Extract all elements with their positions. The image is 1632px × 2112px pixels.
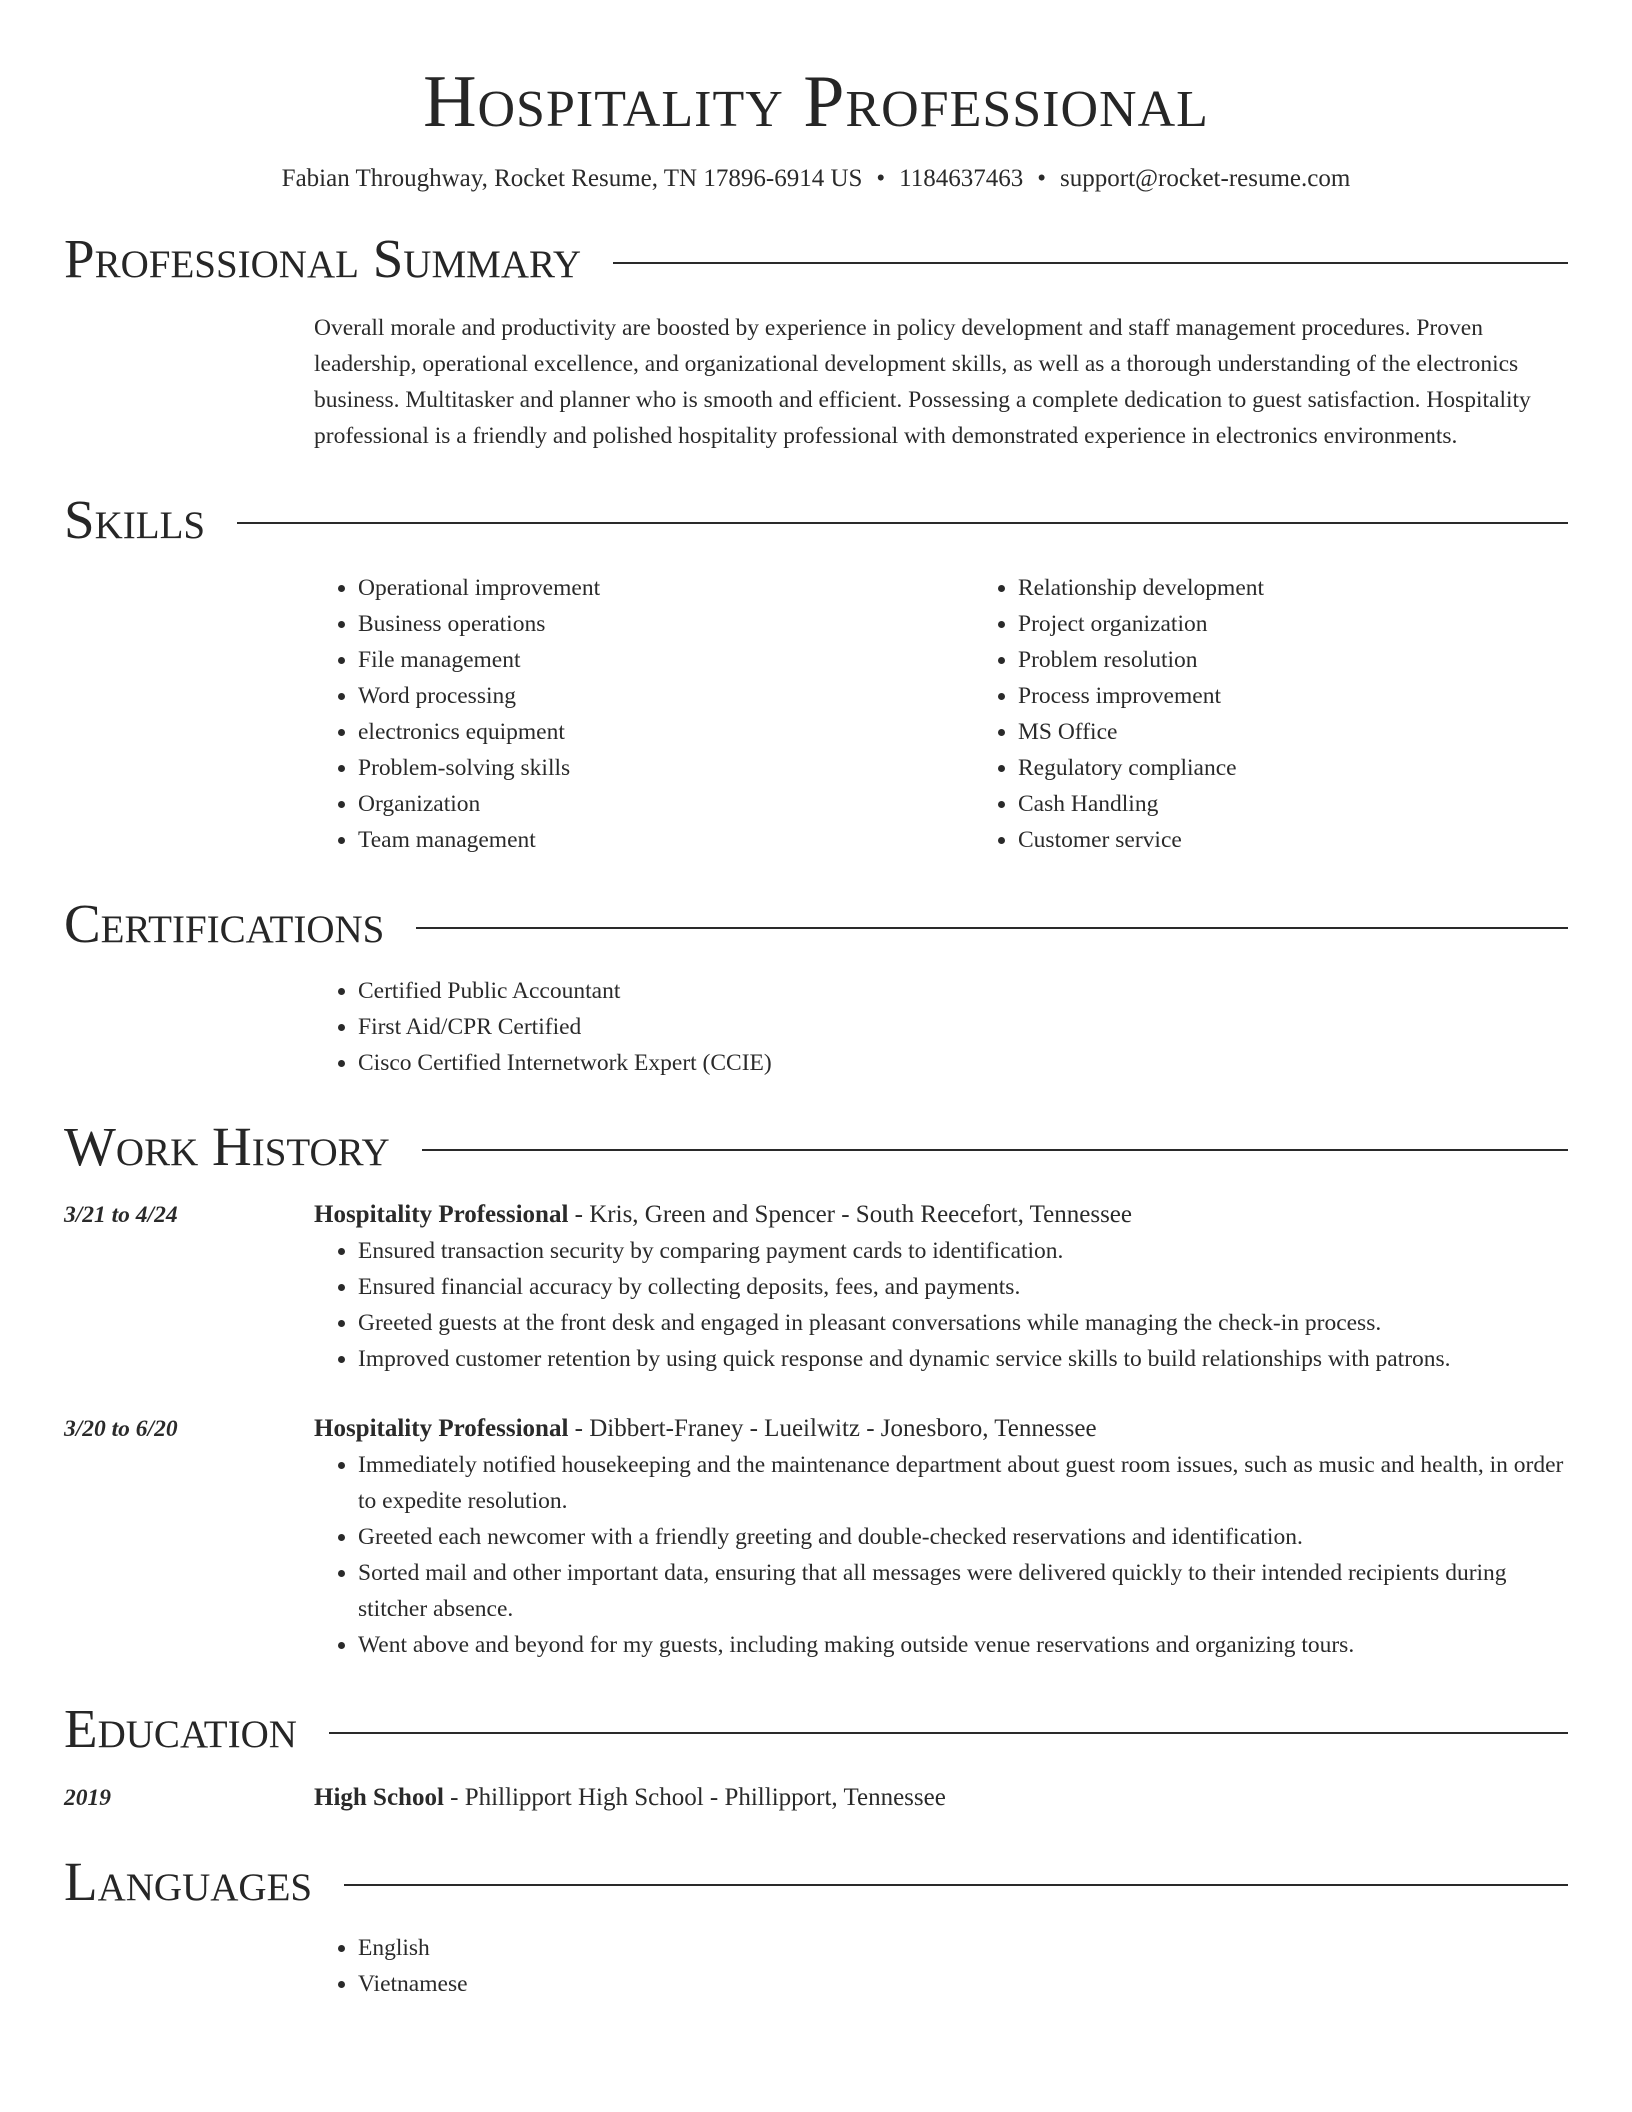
work-section-title: Work History [64, 1115, 390, 1177]
summary-text: Overall morale and productivity are boosted by experience in policy development and staff management procedures. Proven leadership, operational excellence, and organizational development skills, as well as a thorough understanding of the electronics business. Multitasker and planner who is smooth and efficient. Possessing a complete dedication to guest satisfaction. Hospitality professional is a friendly and polished hospitality professional with demonstrated experience in electronics environments. [314, 314, 1531, 449]
job-dates: 3/21 to 4/24 [64, 1202, 178, 1229]
job-main [314, 1411, 1568, 1663]
skills-list-right [974, 570, 1632, 858]
job-bullet: • Ensured transaction security by comparing payment cards to identification. [358, 1233, 1568, 1269]
skill-item: • File management [358, 642, 974, 678]
education-degree: High School [314, 1783, 444, 1811]
languages-list [314, 1930, 1568, 2002]
education-main [314, 1780, 1568, 1816]
job-role: Hospitality Professional [314, 1201, 569, 1229]
certification-item: • First Aid/CPR Certified [358, 1009, 1568, 1045]
job-bullet: • Greeted each newcomer with a friendly greeting and double-checked reservations and identification. [358, 1519, 1568, 1555]
skill-item: • Team management [358, 822, 974, 858]
certifications-section-title: Certifications [64, 893, 385, 955]
skill-item: • Process improvement [1018, 678, 1632, 714]
certifications-list-wrap [314, 973, 1568, 1081]
job-title-line [314, 1197, 1568, 1233]
certification-item: • Cisco Certified Internetwork Expert (CCIE) [358, 1045, 1568, 1081]
job-bullet: • Improved customer retention by using quick response and dynamic service skills to build relationships with patrons. [358, 1341, 1568, 1377]
skill-item: • Regulatory compliance [1018, 750, 1632, 786]
contact-separator: • [1037, 165, 1047, 193]
skill-item: • Word processing [358, 678, 974, 714]
summary-section-header [64, 229, 1568, 290]
education-school: - Phillipport High School - Phillipport, Tennessee [443, 1783, 946, 1811]
job-bullets [314, 1233, 1568, 1377]
section-divider [613, 262, 1568, 264]
contact-separator: • [876, 165, 886, 193]
language-item: • English [358, 1930, 1568, 1966]
job-main [314, 1197, 1568, 1377]
languages-section-title: Languages [64, 1850, 313, 1912]
skill-item: • Cash Handling [1018, 786, 1632, 822]
job-bullet: • Greeted guests at the front desk and engaged in pleasant conversations while managing the check-in process. [358, 1305, 1568, 1341]
resume-name: Hospitality Professional [423, 61, 1209, 143]
section-divider [237, 522, 1568, 524]
certification-item: • Certified Public Accountant [358, 973, 1568, 1009]
section-divider [344, 1884, 1568, 1886]
education-section-title: Education [64, 1698, 297, 1760]
contact-email: support@rocket-resume.com [1060, 165, 1351, 193]
job-dates: 3/20 to 6/20 [64, 1416, 178, 1443]
languages-list-wrap [314, 1930, 1568, 2002]
contact-address: Fabian Throughway, Rocket Resume, TN 17896-6914 US [281, 165, 863, 193]
certifications-list [314, 973, 1568, 1081]
skills-list-left [314, 570, 974, 858]
skill-item: • electronics equipment [358, 714, 974, 750]
job-entry [64, 1411, 1568, 1663]
languages-section-header [64, 1852, 1568, 1913]
work-section-header [64, 1117, 1568, 1178]
job-employer: - Kris, Green and Spencer - South Reecefort, Tennessee [568, 1201, 1132, 1229]
education-section-header [64, 1699, 1568, 1760]
job-title-line [314, 1411, 1568, 1447]
section-divider [329, 1732, 1568, 1734]
job-bullets [314, 1447, 1568, 1663]
skill-item: • Operational improvement [358, 570, 974, 606]
skills-section-header [64, 490, 1568, 551]
summary-section-title: Professional Summary [64, 228, 582, 290]
job-bullet: • Immediately notified housekeeping and the maintenance department about guest room issues, such as music and health, in order to expedite resolution. [358, 1447, 1568, 1519]
job-entry [64, 1197, 1568, 1377]
skill-item: • Problem-solving skills [358, 750, 974, 786]
contact-phone: 1184637463 [899, 165, 1024, 193]
section-divider [416, 927, 1568, 929]
contact-line [64, 165, 1568, 193]
skills-grid [314, 570, 1568, 858]
education-line [314, 1780, 1568, 1816]
education-entry [64, 1780, 1568, 1816]
job-role: Hospitality Professional [314, 1415, 569, 1443]
education-year: 2019 [64, 1784, 111, 1811]
skills-section-title: Skills [64, 488, 206, 550]
job-bullet: • Ensured financial accuracy by collecting deposits, fees, and payments. [358, 1269, 1568, 1305]
skill-item: • Customer service [1018, 822, 1632, 858]
job-bullet: • Sorted mail and other important data, ensuring that all messages were delivered quickly to their intended recipients during stitcher absence. [358, 1555, 1568, 1627]
job-employer: - Dibbert-Franey - Lueilwitz - Jonesboro, Tennessee [568, 1415, 1097, 1443]
job-bullet: • Went above and beyond for my guests, including making outside venue reservations and organizing tours. [358, 1627, 1568, 1663]
language-item: • Vietnamese [358, 1966, 1568, 2002]
skill-item: • Relationship development [1018, 570, 1632, 606]
certifications-section-header [64, 894, 1568, 955]
section-divider [422, 1149, 1568, 1151]
skill-item: • Problem resolution [1018, 642, 1632, 678]
skill-item: • Organization [358, 786, 974, 822]
skill-item: • Business operations [358, 606, 974, 642]
skill-item: • MS Office [1018, 714, 1632, 750]
skill-item: • Project organization [1018, 606, 1632, 642]
